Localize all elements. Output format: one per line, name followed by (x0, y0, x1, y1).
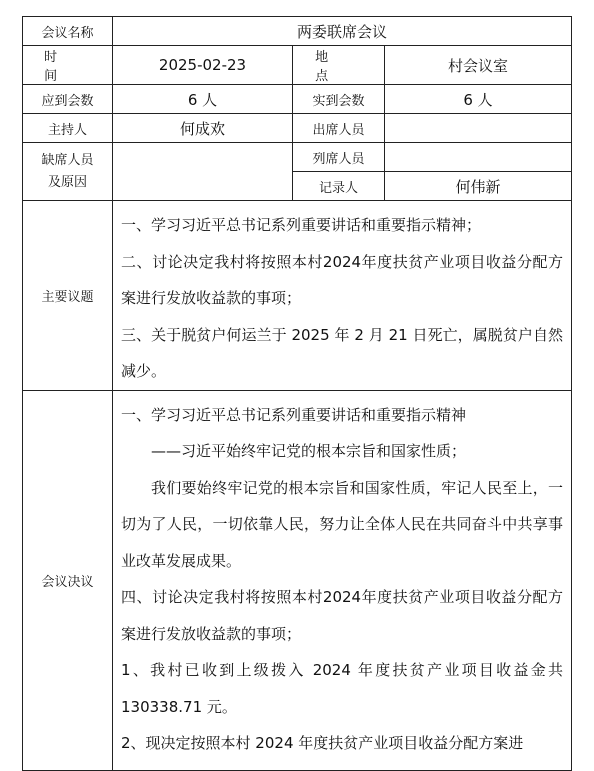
host-label: 主持人 (23, 114, 113, 143)
observers-label: 列席人员 (293, 143, 385, 172)
resolutions-text (121, 397, 563, 770)
topic-item: 一、学习习近平总书记系列重要讲话和重要指示精神； (121, 216, 482, 234)
attendance-count-row (23, 85, 572, 114)
absent-label-line2: 及原因 (47, 174, 87, 190)
resolutions-label: 会议决议 (23, 390, 113, 770)
attendees-value (385, 114, 572, 143)
absent-label-line1: 缺席人员 (41, 152, 94, 168)
absent-value (113, 143, 293, 201)
attendees-label: 出席人员 (293, 114, 385, 143)
host-row (23, 114, 572, 143)
host-value: 何成欢 (113, 114, 293, 143)
meeting-minutes-table (22, 16, 572, 771)
observers-value (385, 143, 572, 172)
time-label: 时间 (23, 46, 113, 85)
topics-label: 主要议题 (23, 201, 113, 391)
meeting-name-row (23, 17, 572, 46)
absent-observers-row (23, 143, 572, 172)
expected-count-value: 6 人 (113, 85, 293, 114)
resolution-paragraph: 2、现决定按照本村 2024 年度扶贫产业项目收益分配方案进 (121, 734, 524, 752)
resolution-paragraph: 一、学习习近平总书记系列重要讲话和重要指示精神 (121, 405, 467, 424)
actual-count-label: 实到会数 (293, 85, 385, 114)
expected-count-label: 应到会数 (23, 85, 113, 114)
resolution-paragraph: 我们要始终牢记党的根本宗旨和国家性质，牢记人民至上，一切为了人民，一切依靠人民，努力让全体人民在共同奋斗中共享事业改革发展成果。 (121, 478, 564, 570)
topics-row (23, 201, 572, 391)
time-value: 2025-02-23 (113, 46, 293, 85)
resolutions-content (113, 390, 572, 770)
topic-item: 三、关于脱贫户何运兰于 2025 年 2 月 21 日死亡，属脱贫户自然减少。 (121, 325, 564, 380)
place-value: 村会议室 (385, 46, 572, 85)
topic-item: 二、讨论决定我村将按照本村2024年度扶贫产业项目收益分配方案进行发放收益款的事项； (121, 252, 564, 307)
time-place-row (23, 46, 572, 85)
meeting-name-label: 会议名称 (23, 17, 113, 46)
recorder-value: 何伟新 (385, 172, 572, 201)
topics-content (113, 201, 572, 391)
resolution-paragraph: 1、我村已收到上级拨入 2024 年度扶贫产业项目收益金共130338.71 元。 (121, 661, 564, 716)
absent-label (23, 143, 113, 201)
place-label: 地点 (293, 46, 385, 85)
resolution-paragraph: 四、讨论决定我村将按照本村2024年度扶贫产业项目收益分配方案进行发放收益款的事项； (121, 588, 564, 643)
actual-count-value: 6 人 (385, 85, 572, 114)
recorder-label: 记录人 (293, 172, 385, 201)
resolution-paragraph: ——习近平始终牢记党的根本宗旨和国家性质； (151, 442, 467, 460)
meeting-name-value: 两委联席会议 (113, 17, 572, 46)
resolutions-row (23, 390, 572, 770)
